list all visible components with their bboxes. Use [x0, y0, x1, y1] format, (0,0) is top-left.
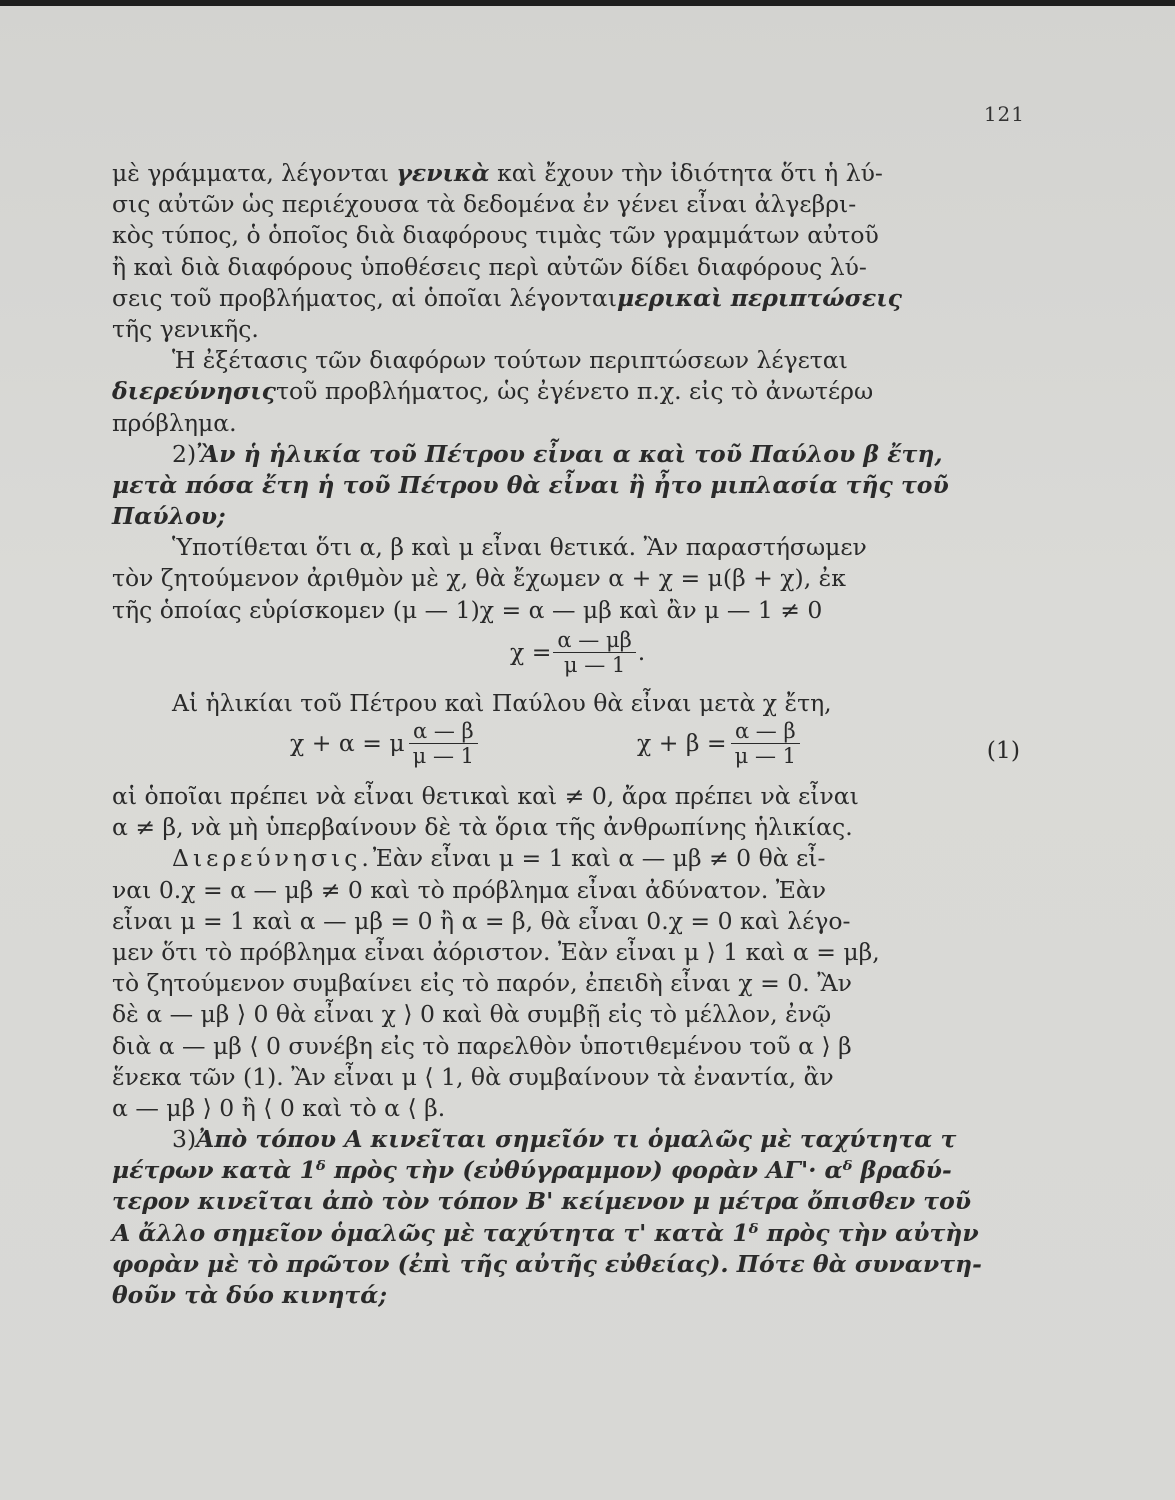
text-line: τὸν ζητούμενον ἀριθμὸν μὲ χ, θὰ ἔχωμεν α + χ = μ(β + χ), ἐκ: [112, 564, 846, 593]
text-line: εἶναι μ = 1 καὶ α — μβ = 0 ἢ α = β, θὰ εἶναι 0.χ = 0 καὶ λέγο-: [112, 906, 851, 935]
text-line: Ὑποτίθεται ὅτι α, β καὶ μ εἶναι θετικά. Ἂν παραστήσωμεν: [172, 533, 867, 562]
problem-3-heading: 3) Ἀπὸ τόπου Α κινεῖται σημεῖόν τι ὁμαλῶς μὲ ταχύτητα τ: [172, 1125, 957, 1154]
equation-lhs: χ + α = μ: [290, 728, 405, 757]
text-line: πρόβλημα.: [112, 408, 237, 437]
text-line: μεν ὅτι τὸ πρόβλημα εἶναι ἀόριστον. Ἐὰν εἶναι μ ⟩ 1 καὶ α = μβ,: [112, 937, 880, 966]
text-line: κὸς τύπος, ὁ ὁποῖος διὰ διαφόρους τιμὰς τῶν γραμμάτων αὐτοῦ: [112, 221, 879, 250]
text-line: Α ἄλλο σημεῖον ὁμαλῶς μὲ ταχύτητα τ' κατὰ 1ᵟ πρὸς τὴν αὐτὴν: [112, 1218, 979, 1247]
fraction-denominator: μ — 1: [734, 744, 796, 768]
fraction-numerator: α — β: [409, 719, 478, 744]
text-line: Αἱ ἡλικίαι τοῦ Πέτρου καὶ Παύλου θὰ εἶναι μετὰ χ ἔτη,: [172, 688, 832, 717]
text-line: ναι 0.χ = α — μβ ≠ 0 καὶ τὸ πρόβλημα εἶναι ἀδύνατον. Ἐὰν: [112, 875, 827, 904]
text-line: Διερεύνησις. Ἐὰν εἶναι μ = 1 καὶ α — μβ ≠ 0 θὰ εἶ-: [172, 844, 826, 873]
text-line: α — μβ ⟩ 0 ἢ ⟨ 0 καὶ τὸ α ⟨ β.: [112, 1093, 446, 1122]
text-line: μέτρων κατὰ 1ᵟ πρὸς τὴν (εὐθύγραμμον) φορὰν ΑΓ'· αᵟ βραδύ-: [112, 1156, 952, 1185]
text-line: σις αὐτῶν ὡς περιέχουσα τὰ δεδομένα ἐν γένει εἶναι ἀλγεβρι-: [112, 190, 857, 219]
text-line: τῆς ὁποίας εὑρίσκομεν (μ — 1)χ = α — μβ καὶ ἂν μ — 1 ≠ 0: [112, 595, 823, 624]
fraction: [553, 628, 635, 677]
fraction: [409, 719, 478, 768]
fraction: [731, 719, 800, 768]
text-line: διερεύνησις τοῦ προβλήματος, ὡς ἐγένετο π.χ. εἰς τὸ ἀνωτέρω: [112, 377, 874, 406]
equation-lhs: χ + β =: [637, 728, 727, 757]
equation-ages: [112, 719, 1020, 781]
text-line: σεις τοῦ προβλήματος, αἱ ὁποῖαι λέγονται μερικαὶ περιπτώσεις: [112, 283, 902, 312]
text-line: ἢ καὶ διὰ διαφόρους ὑποθέσεις περὶ αὐτῶν δίδει διαφόρους λύ-: [112, 252, 867, 281]
text-line: τῆς γενικῆς.: [112, 314, 259, 343]
text-line: τερον κινεῖται ἀπὸ τὸν τόπον Β' κείμενον μ μέτρα ὄπισθεν τοῦ: [112, 1187, 972, 1216]
fraction-denominator: μ — 1: [563, 652, 626, 677]
equation-tail: .: [637, 637, 646, 666]
equation-lhs: χ =: [510, 637, 552, 666]
text-line: α ≠ β, νὰ μὴ ὑπερβαίνουν δὲ τὰ ὅρια τῆς ἀνθρωπίνης ἡλικίας.: [112, 813, 853, 842]
page-number: 121: [983, 102, 1025, 126]
text-line: μετὰ πόσα ἔτη ἡ τοῦ Πέτρου θὰ εἶναι ἢ ἦτο μιπλασία τῆς τοῦ: [112, 470, 949, 499]
text-line: φορὰν μὲ τὸ πρῶτον (ἐπὶ τῆς αὐτῆς εὐθείας). Πότε θὰ συναντη-: [112, 1249, 982, 1278]
text-line: θοῦν τὰ δύο κινητά;: [112, 1281, 388, 1309]
text-line: τὸ ζητούμενον συμβαίνει εἰς τὸ παρόν, ἐπειδὴ εἶναι χ = 0. Ἂν: [112, 969, 852, 998]
scan-top-edge: [0, 0, 1175, 6]
fraction-denominator: μ — 1: [412, 744, 475, 768]
text-line: αἱ ὁποῖαι πρέπει νὰ εἶναι θετικαὶ καὶ ≠ 0, ἄρα πρέπει νὰ εἶναι: [112, 782, 859, 810]
text-line: Παύλου;: [112, 502, 226, 531]
text-line: διὰ α — μβ ⟨ 0 συνέβη εἰς τὸ παρελθὸν ὑποτιθεμένου τοῦ α ⟩ β: [112, 1031, 852, 1060]
body-text: [112, 158, 1020, 1311]
equation-x: [112, 626, 1020, 688]
text-line: ἕνεκα τῶν (1). Ἂν εἶναι μ ⟨ 1, θὰ συμβαίνουν τὰ ἐναντία, ἂν: [112, 1062, 834, 1091]
equation-number: (1): [986, 736, 1020, 764]
fraction-numerator: α — μβ: [553, 628, 635, 653]
text-line: δὲ α — μβ ⟩ 0 θὰ εἶναι χ ⟩ 0 καὶ θὰ συμβῇ εἰς τὸ μέλλον, ἐνῷ: [112, 1000, 832, 1029]
text-line: Ἡ ἐξέτασις τῶν διαφόρων τούτων περιπτώσεων λέγεται: [172, 346, 848, 375]
problem-2-heading: 2) Ἂν ἡ ἡλικία τοῦ Πέτρου εἶναι α καὶ τοῦ Παύλου β ἔτη,: [172, 439, 943, 468]
text-line: μὲ γράμματα, λέγονται γενικὰ καὶ ἔχουν τὴν ἰδιότητα ὅτι ἡ λύ-: [112, 159, 883, 187]
fraction-numerator: α — β: [731, 719, 800, 744]
